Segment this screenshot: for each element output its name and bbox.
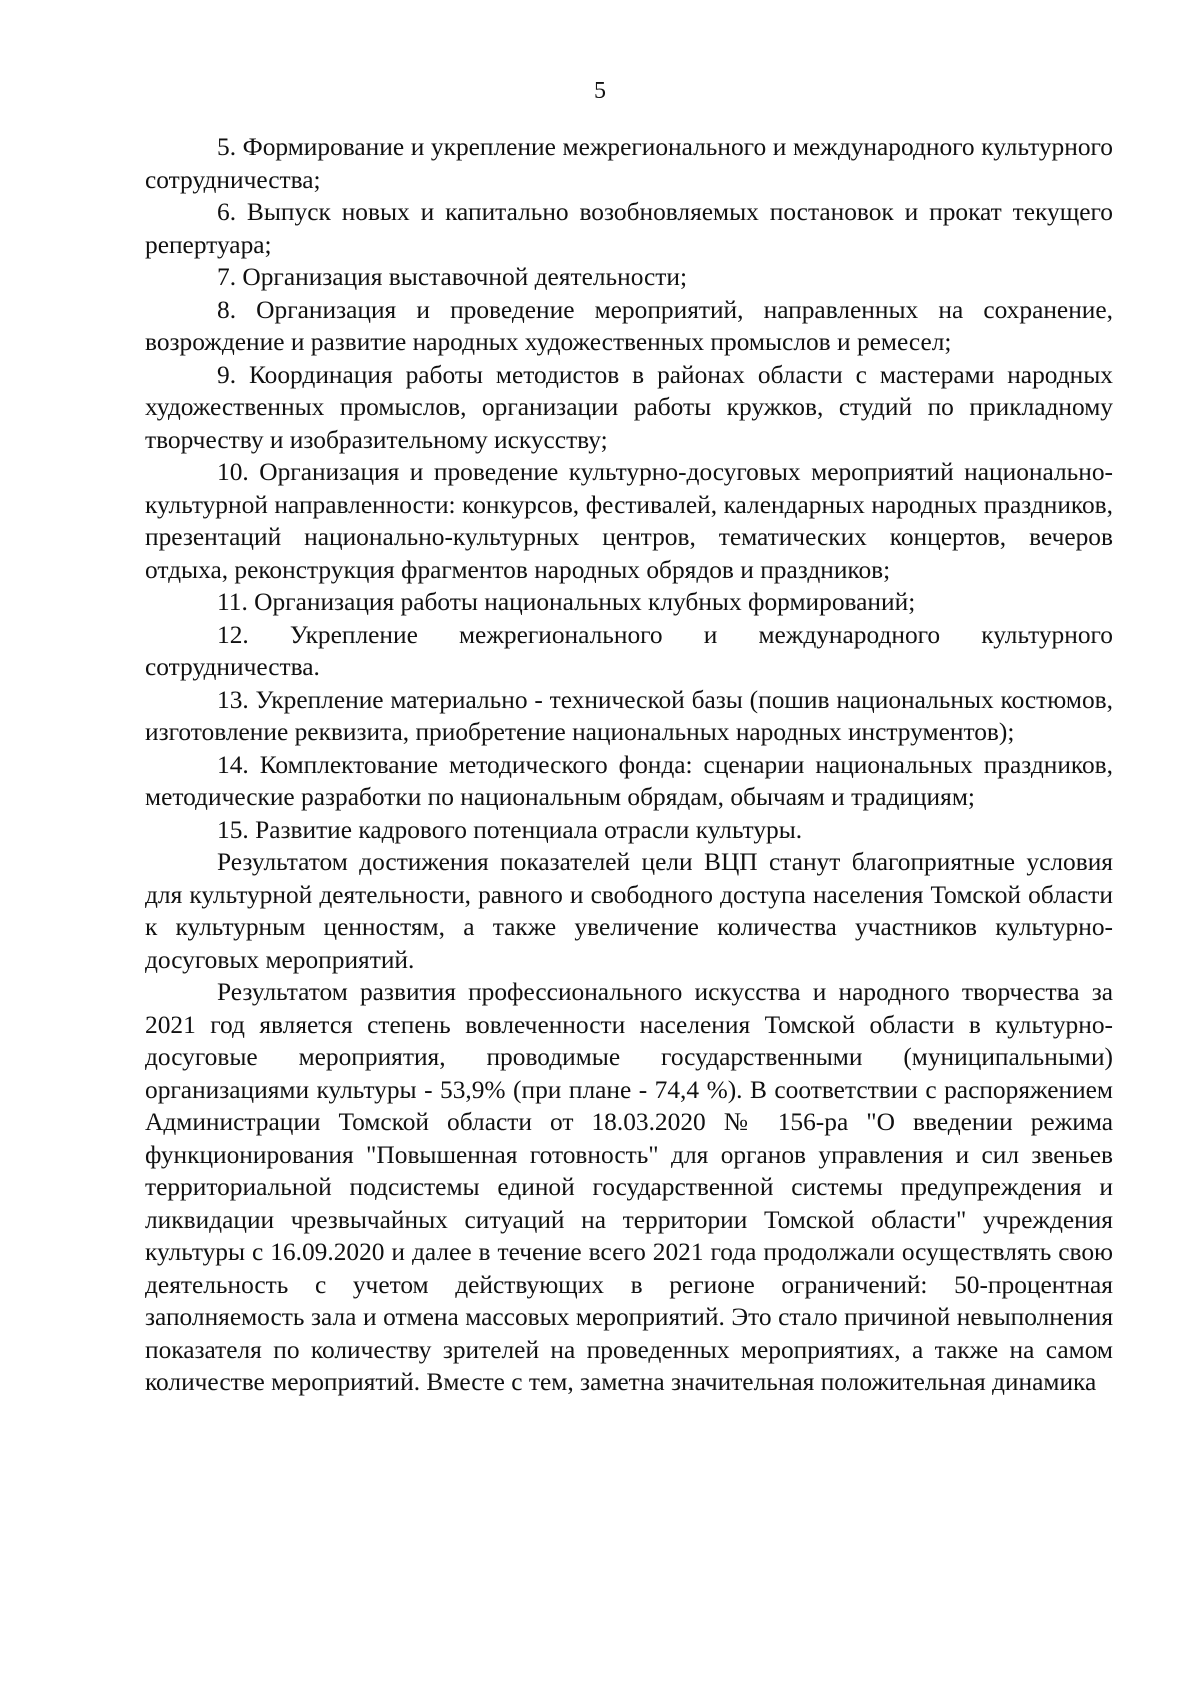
paragraph-item-5: 5. Формирование и укрепление межрегионального и международного культурного сотрудничества; xyxy=(145,133,1113,194)
page-number: 5 xyxy=(594,78,606,104)
paragraph-item-13: 13. Укрепление материально - технической базы (пошив национальных костюмов, изготовление реквизита, приобретение национальных народных инструментов); xyxy=(145,685,1113,746)
paragraph-item-7: 7. Организация выставочной деятельности; xyxy=(217,263,688,291)
paragraph-item-10: 10. Организация и проведение культурно-досуговых мероприятий национально-культурной направленности: конкурсов, фестивалей, календарных народных праздников, презентаций национально-культурных центров, тематических концертов, вечеров отдыха, реконструкция фрагментов народных обрядов и праздников; xyxy=(145,458,1113,584)
document-body xyxy=(145,131,1113,1399)
paragraph-results-2021: Результатом развития профессионального искусства и народного творчества за 2021 год является степень вовлеченности населения Томской области в культурно-досуговые мероприятия, проводимые государственными (муниципальными) организациями культуры - 53,9% (при плане - 74,4 %). В соответствии с распоряжением Администрации Томской области от 18.03.2020 № 156-ра "О введении режима функционирования "Повышенная готовность" для органов управления и сил звеньев территориальной подсистемы единой государственной системы предупреждения и ликвидации чрезвычайных ситуаций на территории Томской области" учреждения культуры с 16.09.2020 и далее в течение всего 2021 года продолжали осуществлять свою деятельность с учетом действующих в регионе ограничений: 50-процентная заполняемость зала и отмена массовых мероприятий. Это стало причиной невыполнения показателя по количеству зрителей на проведенных мероприятиях, а также на самом количестве мероприятий. Вместе с тем, заметна значительная положительная динамика xyxy=(145,978,1113,1396)
paragraph-item-6: 6. Выпуск новых и капитально возобновляемых постановок и прокат текущего репертуара; xyxy=(145,198,1113,259)
paragraph-results-vcp: Результатом достижения показателей цели ВЦП станут благоприятные условия для культурной деятельности, равного и свободного доступа населения Томской области к культурным ценностям, а также увеличение количества участников культурно-досуговых мероприятий. xyxy=(145,848,1113,974)
paragraph-item-11: 11. Организация работы национальных клубных формирований; xyxy=(217,588,916,616)
paragraph-item-12: 12. Укрепление межрегионального и международного культурного сотрудничества. xyxy=(145,620,1113,681)
paragraph-item-8: 8. Организация и проведение мероприятий, направленных на сохранение, возрождение и развитие народных художественных промыслов и ремесел; xyxy=(145,295,1113,356)
paragraph-item-9: 9. Координация работы методистов в районах области с мастерами народных художественных промыслов, организации работы кружков, студий по прикладному творчеству и изобразительному искусству; xyxy=(145,360,1113,454)
paragraph-item-15: 15. Развитие кадрового потенциала отрасли культуры. xyxy=(217,815,803,844)
paragraph-item-14: 14. Комплектование методического фонда: сценарии национальных праздников, методические разработки по национальным обрядам, обычаям и традициям; xyxy=(145,750,1113,811)
